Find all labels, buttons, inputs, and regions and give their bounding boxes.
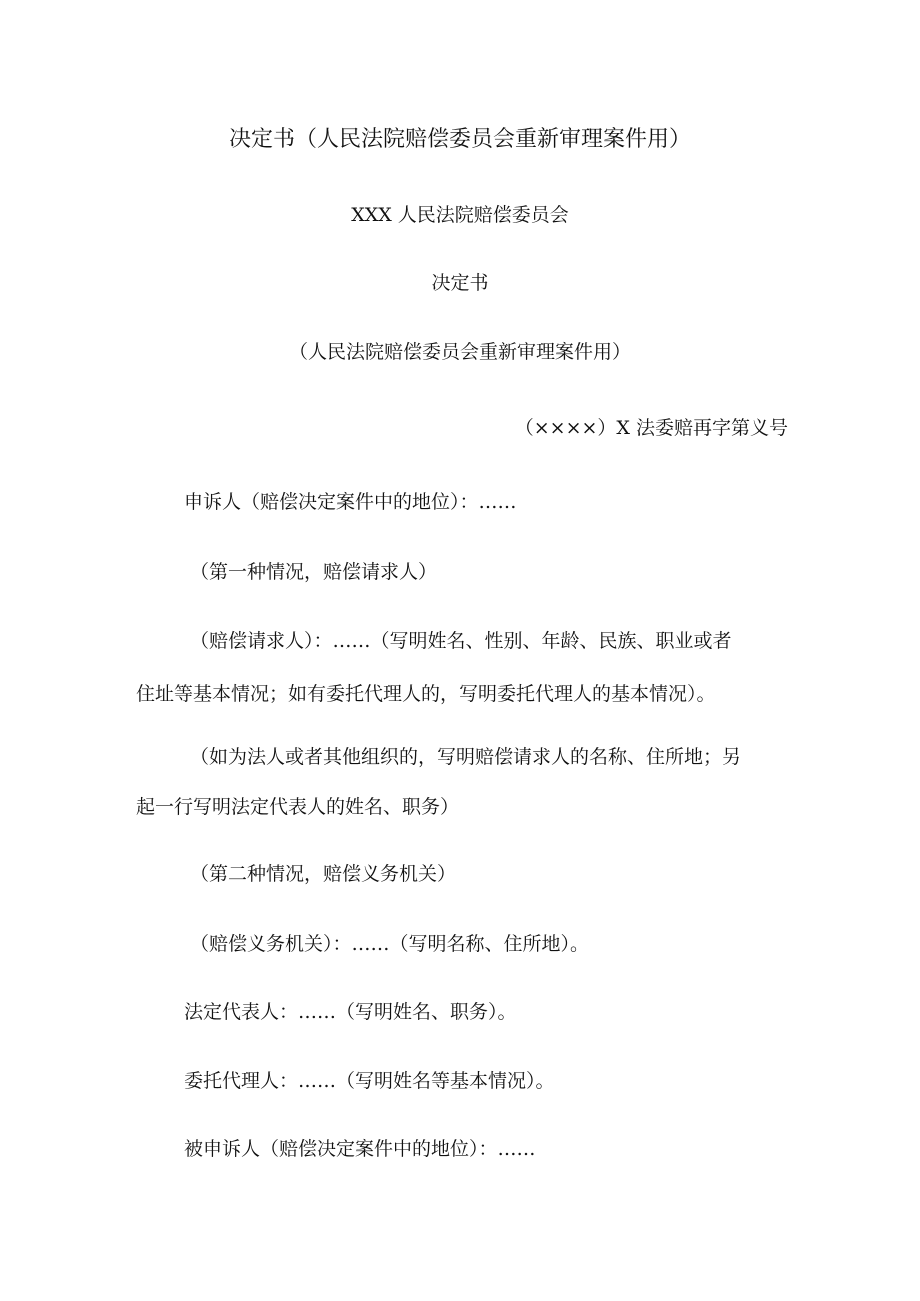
case-one-heading: （第一种情况，赔偿请求人） bbox=[190, 561, 438, 583]
respondent-line: 被申诉人（赔偿决定案件中的地位）：…… bbox=[184, 1138, 536, 1160]
case-two-heading: （第二种情况，赔偿义务机关） bbox=[190, 863, 457, 885]
agent-line: 委托代理人：……（写明姓名等基本情况）。 bbox=[184, 1070, 555, 1092]
legal-entity-line-continued: 起一行写明法定代表人的姓名、职务） bbox=[136, 796, 460, 818]
document-subtitle: （人民法院赔偿委员会重新审理案件用） bbox=[288, 341, 631, 363]
document-type-heading: 决定书 bbox=[431, 272, 489, 294]
case-number: （××××）X 法委赔再字第义号 bbox=[514, 417, 788, 439]
claimant-line-continued: 住址等基本情况；如有委托代理人的，写明委托代理人的基本情况）。 bbox=[136, 683, 716, 705]
court-name: XXX 人民法院赔偿委员会 bbox=[351, 204, 569, 226]
legal-representative-line: 法定代表人：……（写明姓名、职务）。 bbox=[184, 1001, 517, 1023]
claimant-line: （赔偿请求人）：……（写明姓名、性别、年龄、民族、职业或者 bbox=[190, 630, 732, 652]
obligor-line: （赔偿义务机关）：……（写明名称、住所地）。 bbox=[190, 933, 590, 955]
document-title: 决定书（人民法院赔偿委员会重新审理案件用） bbox=[228, 127, 691, 152]
appellant-line: 申诉人（赔偿决定案件中的地位）：…… bbox=[184, 491, 517, 513]
legal-entity-line: （如为法人或者其他组织的，写明赔偿请求人的名称、住所地；另 bbox=[190, 746, 742, 768]
